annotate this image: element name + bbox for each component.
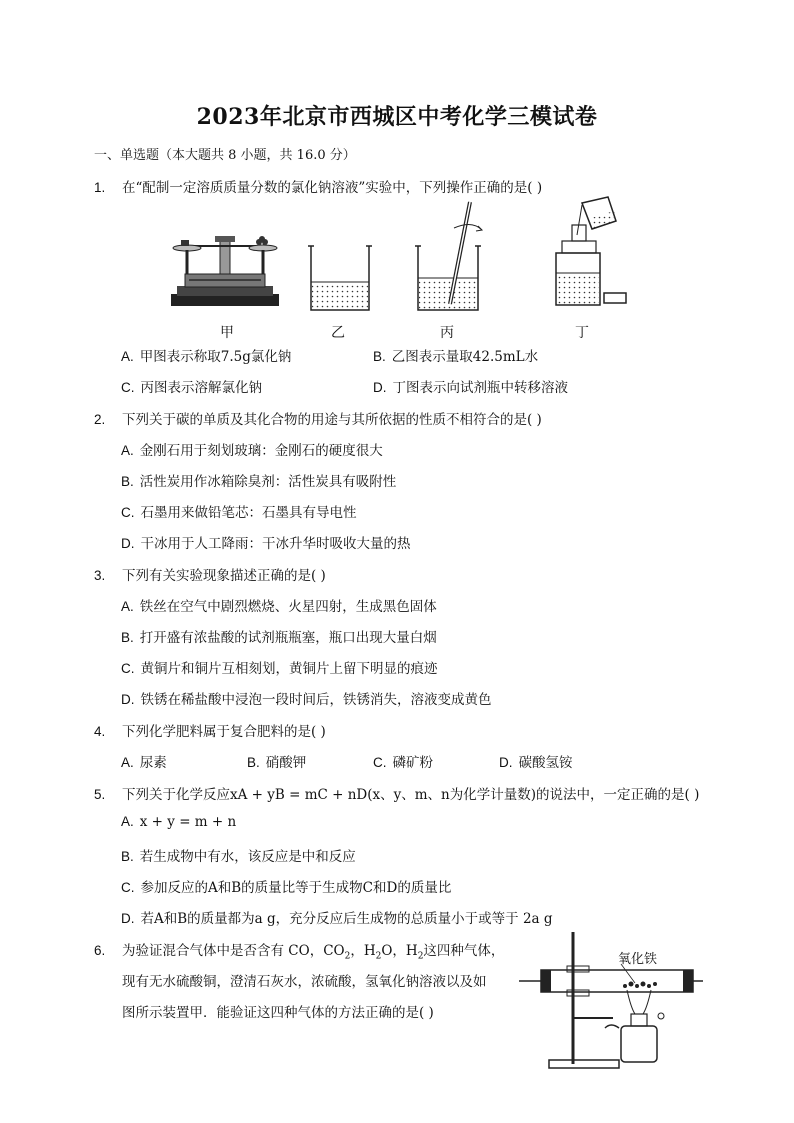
q1-option-c[interactable]: C. 丙图表示溶解氯化钠 [121,380,262,396]
question-stem: 在“配制一定溶质质量分数的氯化钠溶液”实验中，下列操作正确的是( ) [122,180,543,196]
q5-option-c[interactable]: C. 参加反应的A和B的质量比等于生成物C和D的质量比 [121,880,452,896]
question-stem: 下列关于化学反应xA + yB = mC + nD(x、y、m、n为化学计量数)的说法中，一定正确的是( ) [122,787,700,803]
page-title: 2023年北京市西城区中考化学三模试卷 [196,104,598,130]
pouring-figure [552,195,642,313]
q4-option-c[interactable]: C. 磷矿粉 [373,755,433,771]
q2-option-c[interactable]: C. 石墨用来做铅笔芯：石墨具有导电性 [121,505,357,521]
q3-option-a[interactable]: A. 铁丝在空气中剧烈燃烧、火星四射，生成黑色固体 [121,599,437,615]
caption-bing: 丙 [440,325,454,341]
stirring-figure [412,200,492,314]
q1-option-b[interactable]: B. 乙图表示量取42.5mL水 [373,349,539,365]
question-6: 6. 为验证混合气体中是否含有 CO，$CO_2$，$H_2O$，$H_2$这四种气体， [94,943,505,962]
q5-option-b[interactable]: B. 若生成物中有水，该反应是中和反应 [121,849,356,865]
q1-option-d[interactable]: D. 丁图表示向试剂瓶中转移溶液 [373,380,568,396]
question-4 [94,720,326,740]
q5-option-d[interactable]: D. 若A和B的质量都为a g，充分反应后生成物的总质量小于或等于 2a g [121,911,553,927]
question-5 [94,783,699,803]
q3-option-c[interactable]: C. 黄铜片和铜片互相刻划，黄铜片上留下明显的痕迹 [121,661,438,677]
q2-option-b[interactable]: B. 活性炭用作冰箱除臭剂：活性炭具有吸附性 [121,474,397,490]
question-stem: 下列关于碳的单质及其化合物的用途与其所依据的性质不相符合的是( ) [122,412,542,428]
apparatus-figure [515,928,705,1070]
question-number: 4. [94,724,106,739]
q3-option-b[interactable]: B. 打开盛有浓盐酸的试剂瓶瓶塞，瓶口出现大量白烟 [121,630,437,646]
question-6-line-3: 图所示装置甲．能验证这四种气体的方法正确的是( ) [122,1005,434,1021]
question-number: 5. [94,787,106,802]
question-3 [94,564,326,584]
q4-option-a[interactable]: A. 尿素 [121,755,167,771]
q2-option-d[interactable]: D. 干冰用于人工降雨：干冰升华时吸收大量的热 [121,536,411,552]
caption-ding: 丁 [575,325,589,341]
question-stem: 下列化学肥料属于复合肥料的是( ) [122,724,326,740]
section-heading: 一、单选题（本大题共 8 小题，共 16.0 分） [94,148,356,163]
question-number: 2. [94,412,106,427]
question-stem: 下列有关实验现象描述正确的是( ) [122,568,326,584]
q1-option-a[interactable]: A. 甲图表示称取7.5g氯化钠 [121,349,292,365]
question-number: 3. [94,568,106,583]
q4-option-d[interactable]: D. 碳酸氢铵 [499,755,573,771]
question-1 [94,176,542,196]
figure-label-iron-oxide: 氧化铁 [618,952,658,967]
caption-jia: 甲 [220,325,234,341]
question-number: 1. [94,180,106,195]
q5-option-a[interactable]: A. x + y = m + n [121,814,237,830]
q4-option-b[interactable]: B. 硝酸钾 [247,755,307,771]
question-6-line-2: 现有无水硫酸铜，澄清石灰水，浓硫酸，氢氧化钠溶液以及如 [122,974,487,990]
balance-figure [165,228,285,314]
question-number: 6. [94,943,106,958]
caption-yi: 乙 [331,325,345,341]
q2-option-a[interactable]: A. 金刚石用于刻划玻璃：金刚石的硬度很大 [121,443,383,459]
q3-option-d[interactable]: D. 铁锈在稀盐酸中浸泡一段时间后，铁锈消失，溶液变成黄色 [121,692,492,708]
beaker-figure [305,244,375,314]
question-2 [94,408,542,428]
